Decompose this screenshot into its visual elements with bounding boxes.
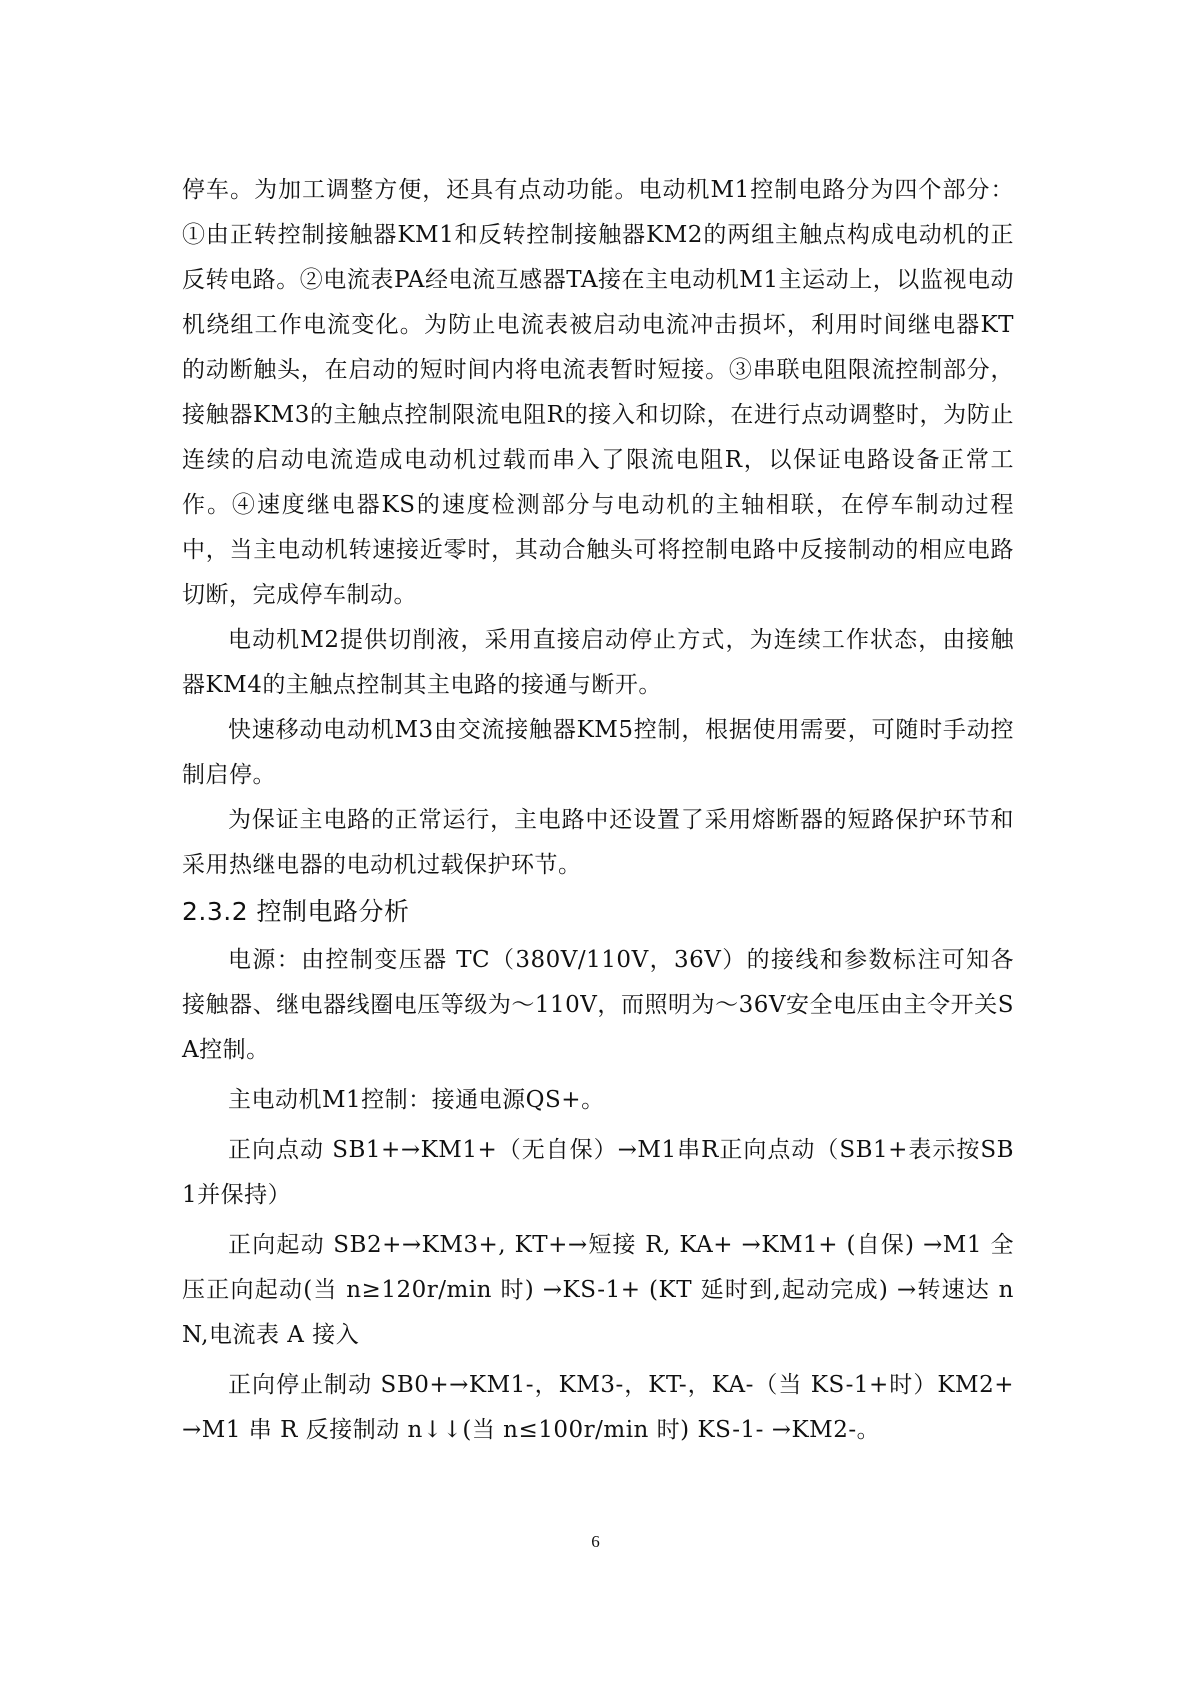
paragraph-m1-control-parts: 停车。为加工调整方便，还具有点动功能。电动机M1控制电路分为四个部分：①由正转控制接触器KM1和反转控制接触器KM2的两组主触点构成电动机的正反转电路。②电流表PA经电流互感器TA接在主电动机M1主运动上，以监视电动机绕组工作电流变化。为防止电流表被启动电流冲击损坏，利用时间继电器KT的动断触头，在启动的短时间内将电流表暂时短接。③串联电阻限流控制部分，接触器KM3的主触点控制限流电阻R的接入和切除，在进行点动调整时，为防止连续的启动电流造成电动机过载而串入了限流电阻R，以保证电路设备正常工作。④速度继电器KS的速度检测部分与电动机的主轴相联，在停车制动过程中，当主电动机转速接近零时，其动合触头可将控制电路中反接制动的相应电路切断，完成停车制动。 [182, 177, 1014, 608]
paragraph-m3-rapid-move: 快速移动电动机M3由交流接触器KM5控制，根据使用需要，可随时手动控制启停。 [182, 717, 1014, 788]
paragraph-forward-stop-brake: 正向停止制动 SB0+→KM1-，KM3-，KT-，KA-（当 KS-1+时）KM2+→M1 串 R 反接制动 n↓↓(当 n≤100r/min 时) KS-1- →KM2-。 [182, 1372, 1014, 1443]
paragraph-power-supply: 电源：由控制变压器 TC（380V/110V，36V）的接线和参数标注可知各接触器、继电器线圈电压等级为～110V，而照明为～36V安全电压由主令开关SA控制。 [182, 947, 1014, 1063]
page-number: 6 [591, 1532, 600, 1551]
paragraph-m2-coolant: 电动机M2提供切削液，采用直接启动停止方式，为连续工作状态，由接触器KM4的主触点控制其主电路的接通与断开。 [182, 627, 1014, 698]
section-heading: 2.3.2 控制电路分析 [182, 897, 410, 926]
body-text [182, 168, 1014, 1453]
paragraph-forward-start: 正向起动 SB2+→KM3+, KT+→短接 R, KA+ →KM1+ (自保) →M1 全压正向起动(当 n≥120r/min 时) →KS-1+ (KT 延时到,起动完成) →转速达 nN,电流表 A 接入 [182, 1232, 1014, 1348]
paragraph-m1-control: 主电动机M1控制：接通电源QS+。 [228, 1087, 605, 1113]
paragraph-forward-jog: 正向点动 SB1+→KM1+（无自保）→M1串R正向点动（SB1+表示按SB1并保持） [182, 1137, 1014, 1208]
paragraph-protection: 为保证主电路的正常运行，主电路中还设置了采用熔断器的短路保护环节和采用热继电器的电动机过载保护环节。 [182, 807, 1014, 878]
